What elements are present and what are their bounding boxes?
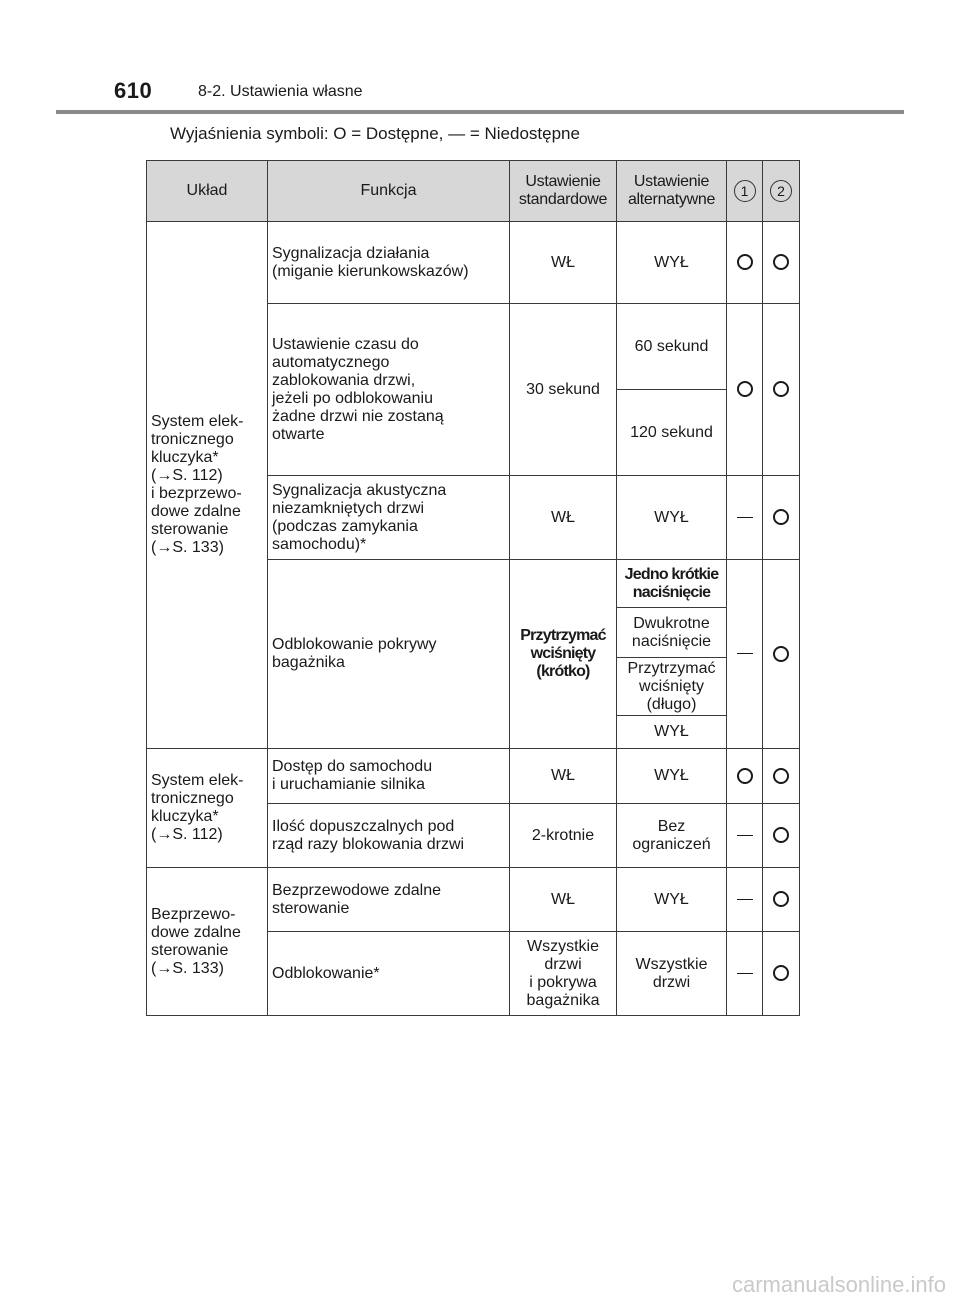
available-circle-icon	[737, 254, 753, 270]
section-title: 8-2. Ustawienia własne	[198, 83, 363, 100]
available-circle-icon	[773, 827, 789, 843]
unavailable-dash-icon	[737, 973, 753, 974]
availability-mark	[763, 749, 800, 804]
function-cell: Ustawienie czasu do automatycznego zablokowania drzwi, jeżeli po odblokowaniu żadne drzwi nie zostaną otwarte	[268, 304, 510, 476]
default-cell: WŁ	[510, 868, 617, 932]
availability-mark	[727, 222, 763, 304]
availability-mark	[727, 749, 763, 804]
default-cell: WŁ	[510, 749, 617, 804]
alternative-cell: Bez ograniczeń	[617, 804, 727, 868]
available-circle-icon	[773, 768, 789, 784]
alternative-cell: 120 sekund	[617, 390, 727, 476]
availability-mark	[763, 304, 800, 476]
number-one-icon: 1	[734, 180, 756, 202]
settings-table	[146, 160, 800, 1016]
table-header-row	[147, 161, 800, 222]
header-alternative: Ustawienie alternatywne	[617, 161, 727, 222]
system-cell: System elek- tronicznego kluczyka* (→S. 112) i bezprzewo- dowe zdalne sterowanie (→S. 133)	[147, 222, 268, 749]
header-standard: Ustawienie standardowe	[510, 161, 617, 222]
available-circle-icon	[737, 768, 753, 784]
function-cell: Odblokowanie pokrywy bagażnika	[268, 560, 510, 749]
header-uklad: Układ	[147, 161, 268, 222]
alternative-cell: Przytrzymać wciśnięty (długo)	[617, 658, 727, 716]
alternative-cell: Jedno krótkie naciśnięcie	[617, 560, 727, 608]
availability-mark	[763, 222, 800, 304]
function-cell: Dostęp do samochodu i uruchamianie silnika	[268, 749, 510, 804]
watermark: carmanualsonline.info	[731, 1272, 946, 1297]
default-cell: 30 sekund	[510, 304, 617, 476]
available-circle-icon	[773, 509, 789, 525]
availability-mark	[727, 932, 763, 1016]
availability-mark	[727, 868, 763, 932]
available-circle-icon	[773, 965, 789, 981]
alternative-cell: Wszystkie drzwi	[617, 932, 727, 1016]
unavailable-dash-icon	[737, 517, 753, 518]
function-cell: Sygnalizacja działania (miganie kierunkowskazów)	[268, 222, 510, 304]
available-circle-icon	[773, 646, 789, 662]
availability-mark	[763, 476, 800, 560]
availability-mark	[727, 304, 763, 476]
symbol-legend: Wyjaśnienia symboli: O = Dostępne, — = Niedostępne	[170, 124, 580, 143]
table-row	[147, 222, 800, 304]
default-cell: WŁ	[510, 476, 617, 560]
header-col2	[763, 161, 800, 222]
header-col1	[727, 161, 763, 222]
availability-mark	[763, 560, 800, 749]
function-cell: Sygnalizacja akustyczna niezamkniętych drzwi (podczas zamykania samochodu)*	[268, 476, 510, 560]
alternative-cell: 60 sekund	[617, 304, 727, 390]
alternative-cell: WYŁ	[617, 749, 727, 804]
available-circle-icon	[773, 891, 789, 907]
availability-mark	[763, 804, 800, 868]
alternative-cell: WYŁ	[617, 716, 727, 749]
function-cell: Odblokowanie*	[268, 932, 510, 1016]
available-circle-icon	[773, 381, 789, 397]
alternative-cell: WYŁ	[617, 868, 727, 932]
default-cell: Przytrzymać wciśnięty (krótko)	[510, 560, 617, 749]
unavailable-dash-icon	[737, 653, 753, 654]
availability-mark	[763, 868, 800, 932]
system-cell: Bezprzewo- dowe zdalne sterowanie (→S. 133)	[147, 868, 268, 1016]
table-row	[147, 749, 800, 804]
alternative-cell: WYŁ	[617, 222, 727, 304]
available-circle-icon	[773, 254, 789, 270]
unavailable-dash-icon	[737, 899, 753, 900]
function-cell: Ilość dopuszczalnych pod rząd razy blokowania drzwi	[268, 804, 510, 868]
unavailable-dash-icon	[737, 835, 753, 836]
availability-mark	[727, 560, 763, 749]
function-cell: Bezprzewodowe zdalne sterowanie	[268, 868, 510, 932]
number-two-icon: 2	[770, 180, 792, 202]
page-number: 610	[114, 78, 153, 103]
default-cell: 2-krotnie	[510, 804, 617, 868]
availability-mark	[727, 476, 763, 560]
table-row	[147, 868, 800, 932]
alternative-cell: Dwukrotne naciśnięcie	[617, 608, 727, 658]
header-funkcja: Funkcja	[268, 161, 510, 222]
availability-mark	[763, 932, 800, 1016]
default-cell: WŁ	[510, 222, 617, 304]
alternative-cell: WYŁ	[617, 476, 727, 560]
default-cell: Wszystkie drzwi i pokrywa bagażnika	[510, 932, 617, 1016]
availability-mark	[727, 804, 763, 868]
header-rule	[56, 110, 904, 114]
available-circle-icon	[737, 381, 753, 397]
system-cell: System elek- tronicznego kluczyka* (→S. 112)	[147, 749, 268, 868]
